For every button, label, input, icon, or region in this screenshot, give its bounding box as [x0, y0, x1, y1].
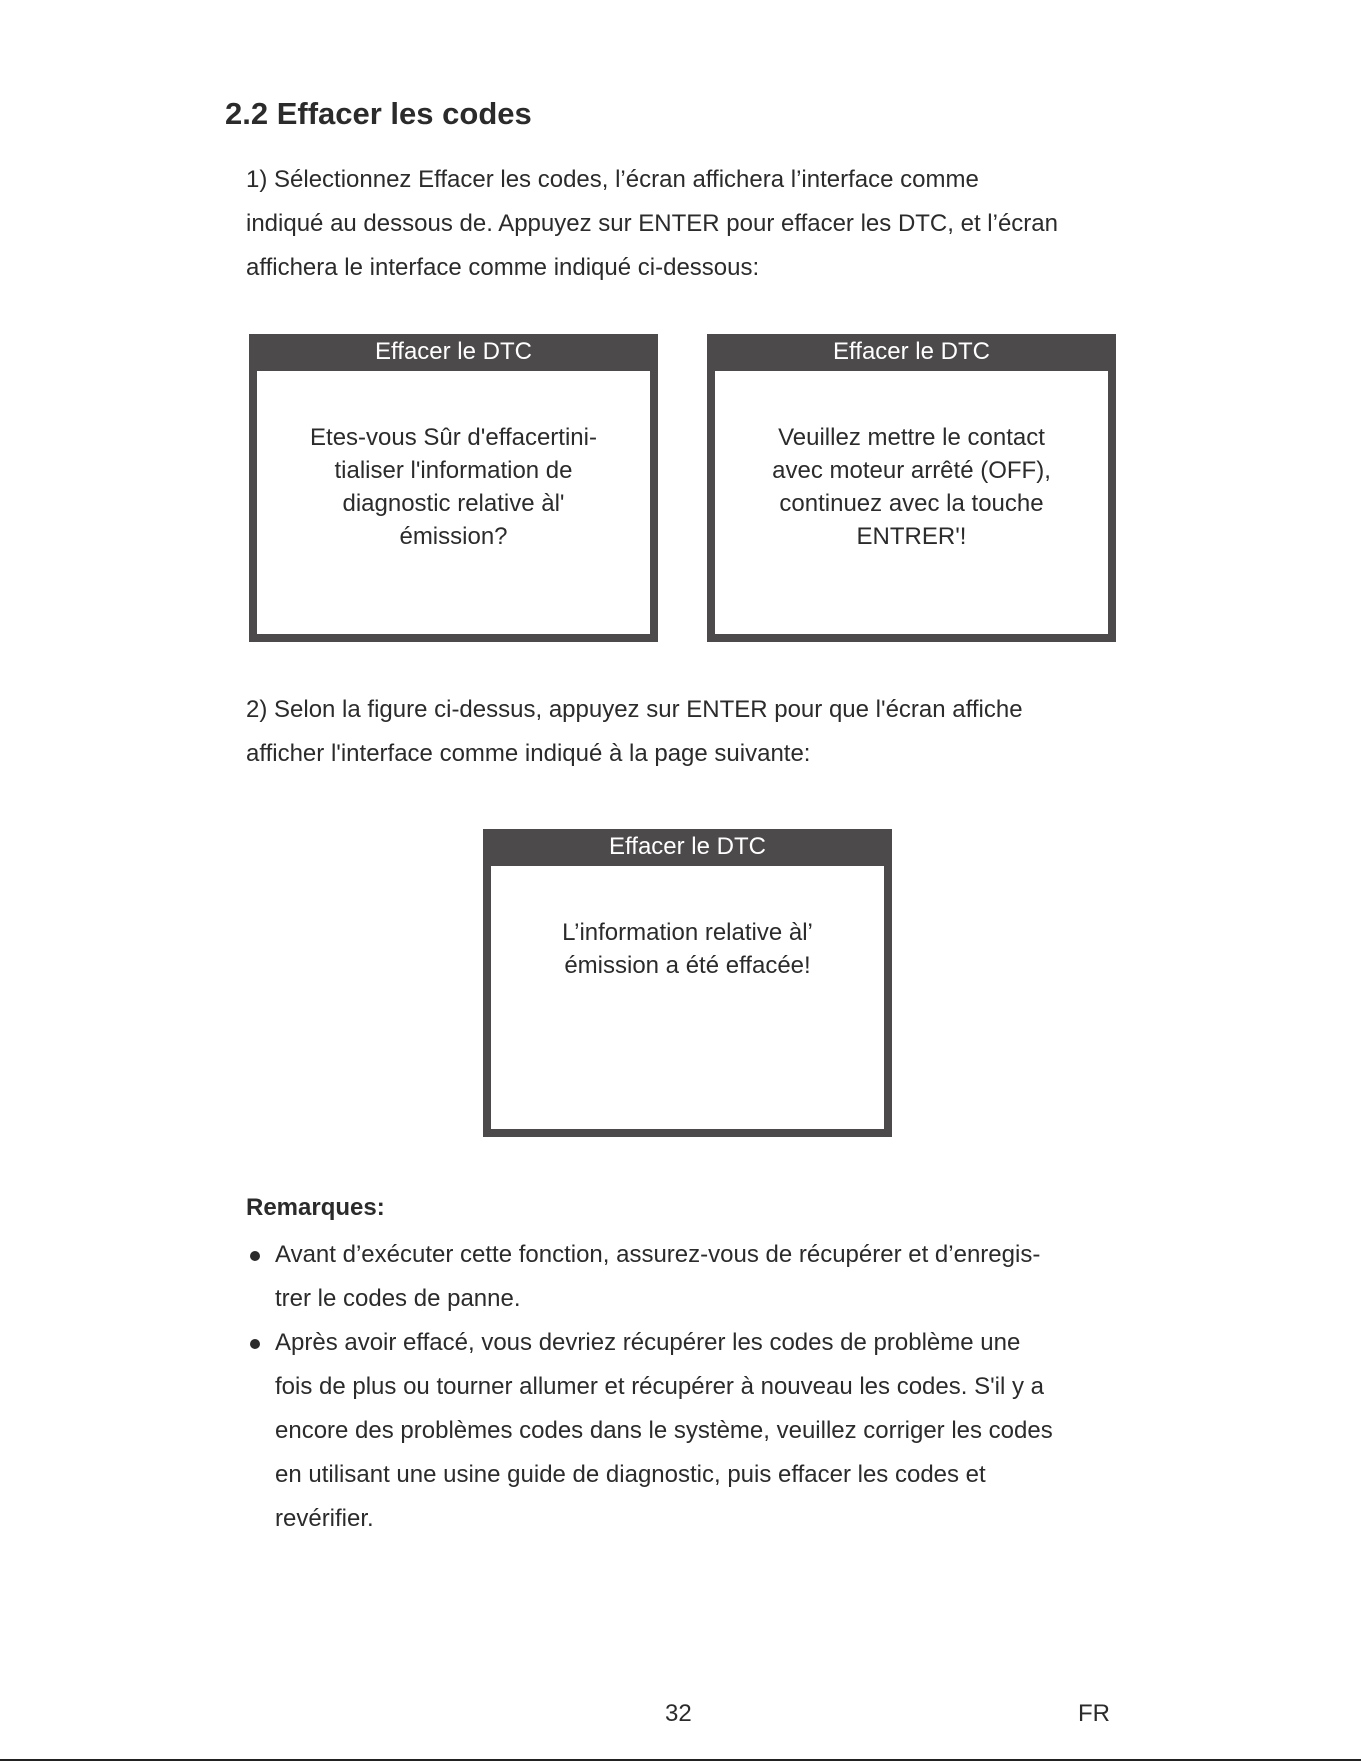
step-2-paragraph	[246, 688, 1023, 776]
step-1-paragraph	[246, 158, 1058, 290]
screen-message-line: diagnostic relative àl'	[342, 490, 565, 517]
screen-ignition-instruction	[707, 334, 1116, 642]
screen-title: Effacer le DTC	[609, 833, 766, 860]
screen-message-line: émission a été effacée!	[564, 952, 811, 979]
page-number: 32	[665, 1700, 692, 1727]
bullet-dot-icon	[250, 1251, 260, 1261]
screen-title: Effacer le DTC	[833, 338, 990, 365]
remark-text	[275, 1321, 1053, 1541]
screen-body	[491, 866, 884, 1129]
step-1-line: 1) Sélectionnez Effacer les codes, l’écran affichera l’interface comme	[246, 166, 979, 193]
screen-message-line: émission?	[399, 523, 508, 550]
screen-message-line: continuez avec la touche	[779, 490, 1044, 517]
remark-line: Après avoir effacé, vous devriez récupérer les codes de problème une	[275, 1329, 1021, 1356]
bullet-dot-icon	[250, 1339, 260, 1349]
step-1-line: indiqué au dessous de. Appuyez sur ENTER pour effacer les DTC, et l’écran	[246, 210, 1058, 237]
step-1-line: affichera le interface comme indiqué ci-dessous:	[246, 254, 760, 281]
step-2-line: afficher l'interface comme indiqué à la page suivante:	[246, 740, 811, 767]
language-code: FR	[1078, 1700, 1110, 1727]
screen-message-line: avec moteur arrêté (OFF),	[772, 457, 1051, 484]
step-2-line: 2) Selon la figure ci-dessus, appuyez sur ENTER pour que l'écran affiche	[246, 696, 1023, 723]
remarks-title: Remarques:	[246, 1194, 385, 1221]
screen-message-line: L’information relative àl’	[562, 919, 813, 946]
screen-confirm-clear	[249, 334, 658, 642]
screen-body	[257, 371, 650, 634]
remark-text	[275, 1233, 1040, 1321]
remark-line: revérifier.	[275, 1505, 374, 1532]
screen-body	[715, 371, 1108, 634]
section-heading: 2.2 Effacer les codes	[225, 96, 532, 131]
remark-line: fois de plus ou tourner allumer et récupérer à nouveau les codes. S'il y a	[275, 1373, 1045, 1400]
screen-title: Effacer le DTC	[375, 338, 532, 365]
screen-message-line: Veuillez mettre le contact	[778, 424, 1045, 451]
screen-cleared-confirmation	[483, 829, 892, 1137]
remark-line: encore des problèmes codes dans le système, veuillez corriger les codes	[275, 1417, 1053, 1444]
screen-message-line: tialiser l'information de	[334, 457, 573, 484]
screen-message-line: ENTRER'!	[856, 523, 967, 550]
remark-line: trer le codes de panne.	[275, 1285, 521, 1312]
screen-message-line: Etes-vous Sûr d'effacertini-	[310, 424, 597, 451]
remark-line: Avant d’exécuter cette fonction, assurez-vous de récupérer et d’enregis-	[275, 1241, 1041, 1268]
remark-line: en utilisant une usine guide de diagnostic, puis effacer les codes et	[275, 1461, 986, 1488]
